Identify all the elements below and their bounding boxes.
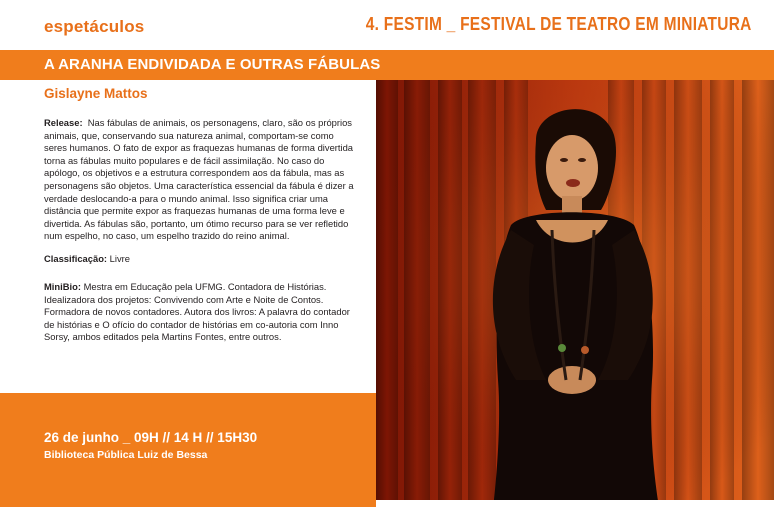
schedule-dates: 26 de junho _ 09H // 14 H // 15H30 [44, 430, 258, 445]
schedule-venue: Biblioteca Pública Luiz de Bessa [44, 449, 208, 461]
minibio-text: Mestra em Educação pela UFMG. Contadora de Histórias. Idealizadora dos projetos: Convivendo com Arte e Noite de Contos. Formadora de novos contadores. Autora dos livros: A palavra do contador de histórias e O ofício do contador de histórias em co-autoria com Inno Sorsy, ambos editados pela Martins Fontes, entre outros. [44, 281, 353, 343]
release-label: Release: [44, 117, 83, 128]
show-title: A ARANHA ENDIVIDADA E OUTRAS FÁBULAS [44, 56, 381, 73]
performer-photo [376, 80, 774, 500]
minibio-paragraph [44, 281, 356, 344]
minibio-label: MiniBio: [44, 281, 81, 292]
classification-text: Livre [107, 253, 130, 264]
author-name: Gislayne Mattos [44, 86, 148, 101]
classification-paragraph [44, 253, 356, 266]
release-text: Nas fábulas de animais, os personagens, claro, são os próprios animais, que, conservando sua natureza animal, comportam-se como seres humanos. O fato de expor as fraquezas humanas de forma divertida torna as fábulas muito populares e de fácil assimilação. No caso do apólogo, os objetivos e a estrutura correspondem aos da fábula, mas as personagens são objetos. Uma característica essencial da fábula é dizer a verdade deslocando-a para o mundo animal. Isso significa criar uma distância que permite expor as fraquezas humanas de uma forma leve e divertida. As fábulas são, portanto, um ótimo recurso para se ver refletido num espelho, no caso, um espelho trazido do reino animal. [44, 117, 357, 242]
release-paragraph [44, 117, 356, 243]
classification-label: Classificação: [44, 253, 108, 264]
festival-title: 4. FESTIM _ FESTIVAL DE TEATRO EM MINIATURA [366, 14, 752, 34]
section-label: espetáculos [44, 17, 145, 36]
